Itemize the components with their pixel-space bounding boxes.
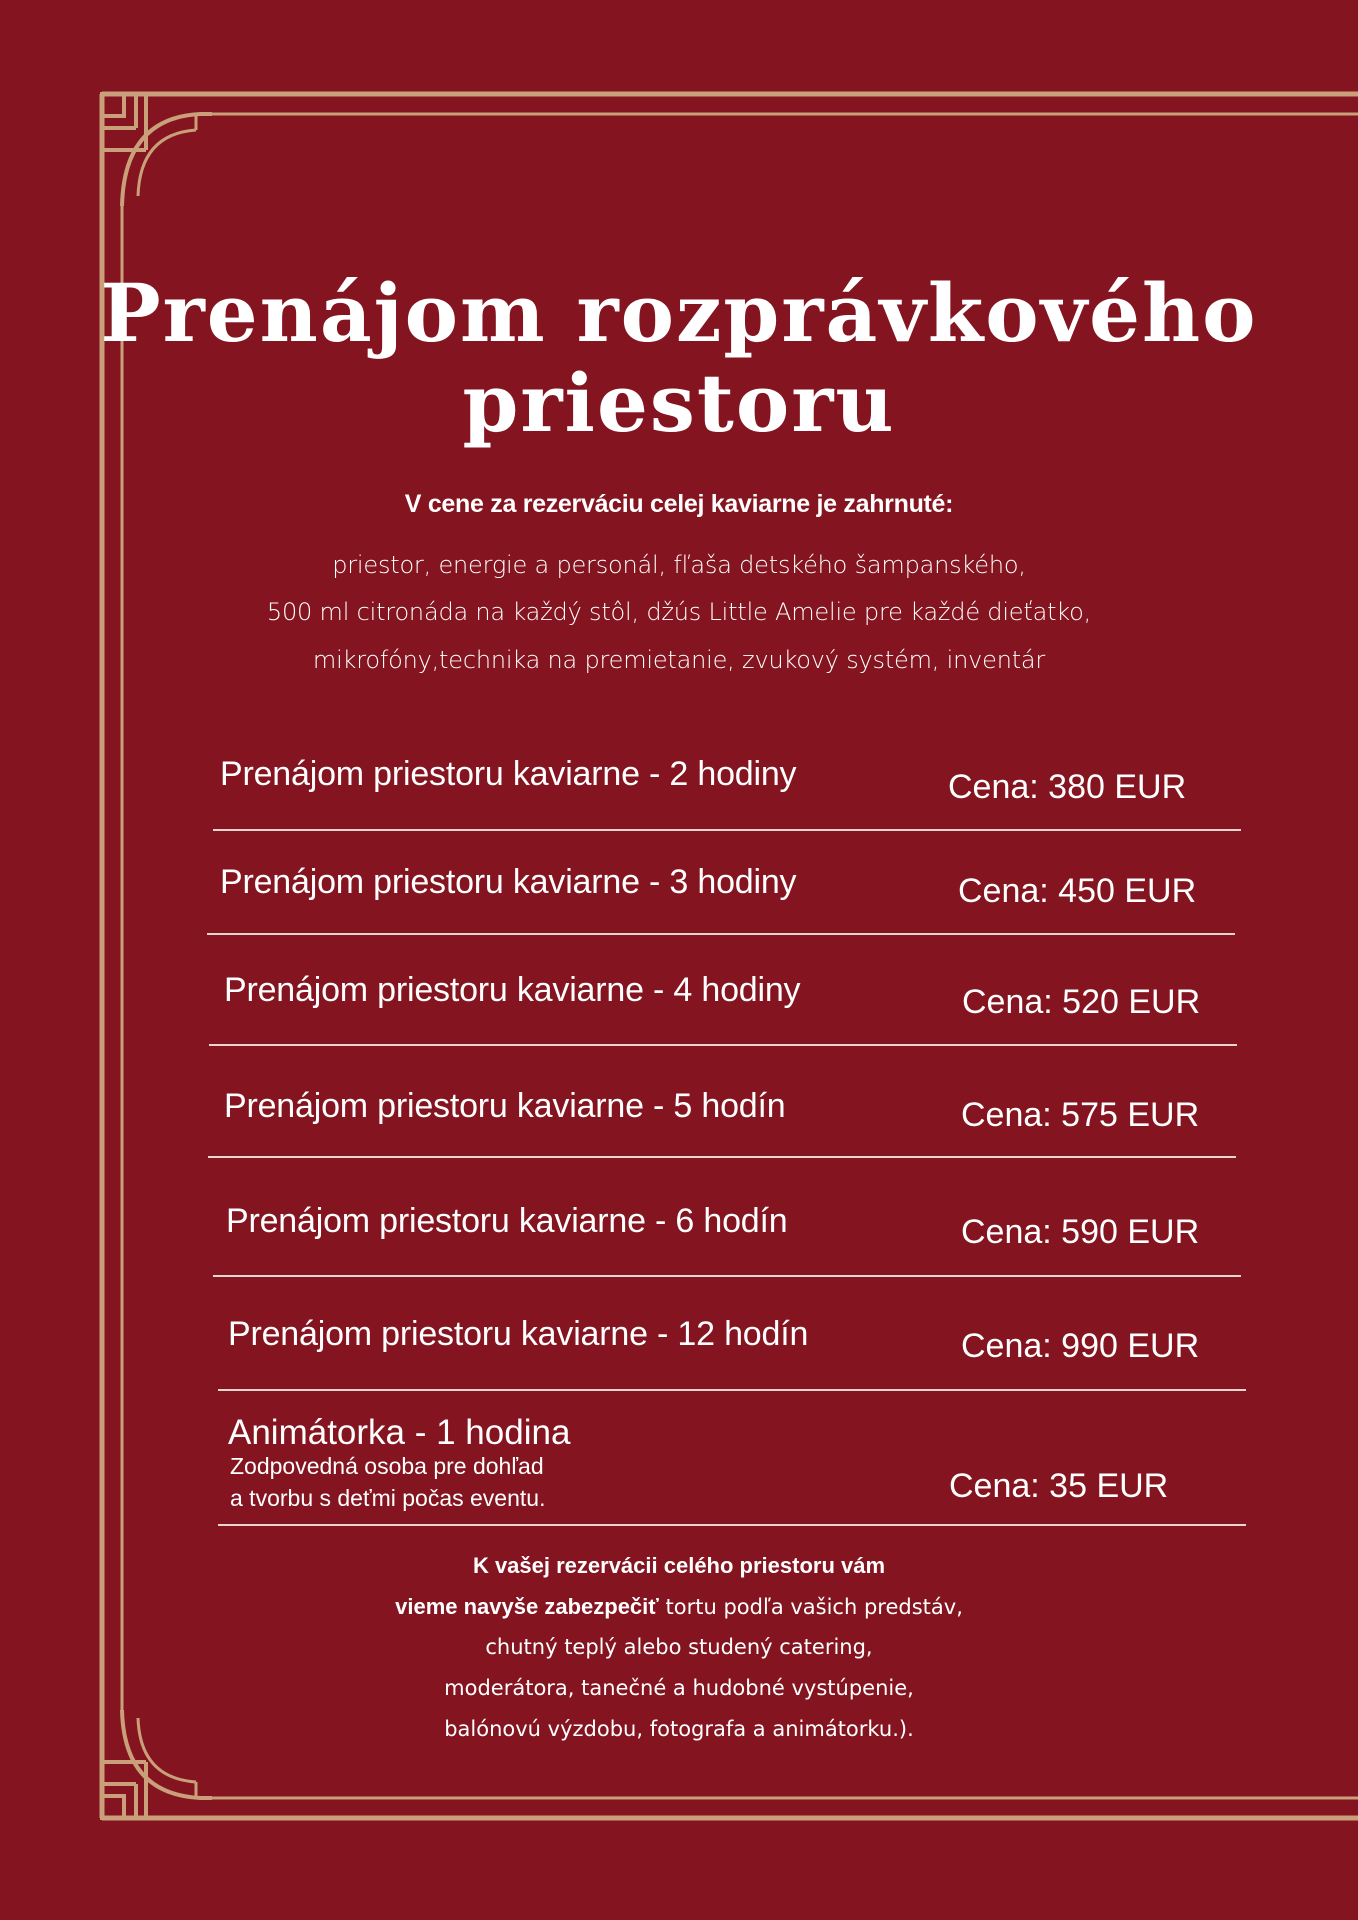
included-line-3: mikrofóny,technika na premietanie, zvukový systém, inventár [312, 646, 1046, 674]
page-title [0, 268, 1358, 448]
animator-description-line-1: Zodpovedná osoba pre dohľad [230, 1453, 544, 1479]
price-row-label: Prenájom priestoru kaviarne - 4 hodiny [224, 971, 801, 1009]
title-line-1: Prenájom rozprávkového [100, 266, 1258, 360]
extras-line-1: K vašej rezervácii celého priestoru vám [472, 1553, 886, 1578]
price-row-label: Prenájom priestoru kaviarne - 3 hodiny [220, 863, 797, 901]
extras-line-2-bold: vieme navyše zabezpečiť [395, 1594, 659, 1619]
price-row-label: Prenájom priestoru kaviarne - 6 hodín [226, 1202, 788, 1240]
price-row-value: Cena: 590 EUR [961, 1213, 1200, 1251]
price-row-label: Prenájom priestoru kaviarne - 12 hodín [228, 1315, 809, 1353]
extras-line-4: moderátora, tanečné a hudobné vystúpenie, [444, 1676, 914, 1700]
included-heading: V cene za rezerváciu celej kaviarne je zahrnuté: [404, 490, 954, 518]
animator-description-line-2: a tvorbu s deťmi počas eventu. [230, 1485, 546, 1511]
row-divider [218, 1389, 1246, 1391]
price-row-label: Prenájom priestoru kaviarne - 2 hodiny [220, 755, 797, 793]
price-row-value: Cena: 380 EUR [948, 768, 1187, 806]
extras-line-2 [0, 1594, 1358, 1620]
row-divider [213, 829, 1241, 831]
extras-line-3: chutný teplý alebo studený catering, [485, 1635, 873, 1659]
row-divider [208, 1156, 1236, 1158]
animator-price: Cena: 35 EUR [949, 1467, 1169, 1505]
included-line-2: 500 ml citronáda na každý stôl, džús Little Amelie pre každé dieťatko, [266, 598, 1092, 626]
price-row-label: Prenájom priestoru kaviarne - 5 hodín [224, 1087, 786, 1125]
extras-line-2-rest: tortu podľa vašich predstáv, [658, 1595, 963, 1619]
row-divider [209, 1044, 1237, 1046]
price-row-value: Cena: 450 EUR [958, 872, 1197, 910]
row-divider [213, 1275, 1241, 1277]
corner-ornament-top [102, 94, 212, 206]
price-row-value: Cena: 575 EUR [961, 1096, 1200, 1134]
price-row-value: Cena: 990 EUR [961, 1327, 1200, 1365]
extras-line-5: balónovú výzdobu, fotografa a animátorku.). [444, 1717, 914, 1741]
row-divider [218, 1524, 1246, 1526]
price-row-value: Cena: 520 EUR [962, 983, 1201, 1021]
included-line-1: priestor, energie a personál, fľaša detského šampanského, [332, 551, 1026, 579]
row-divider [207, 933, 1235, 935]
title-line-2: priestoru [462, 356, 896, 450]
animator-title: Animátorka - 1 hodina [228, 1413, 571, 1452]
